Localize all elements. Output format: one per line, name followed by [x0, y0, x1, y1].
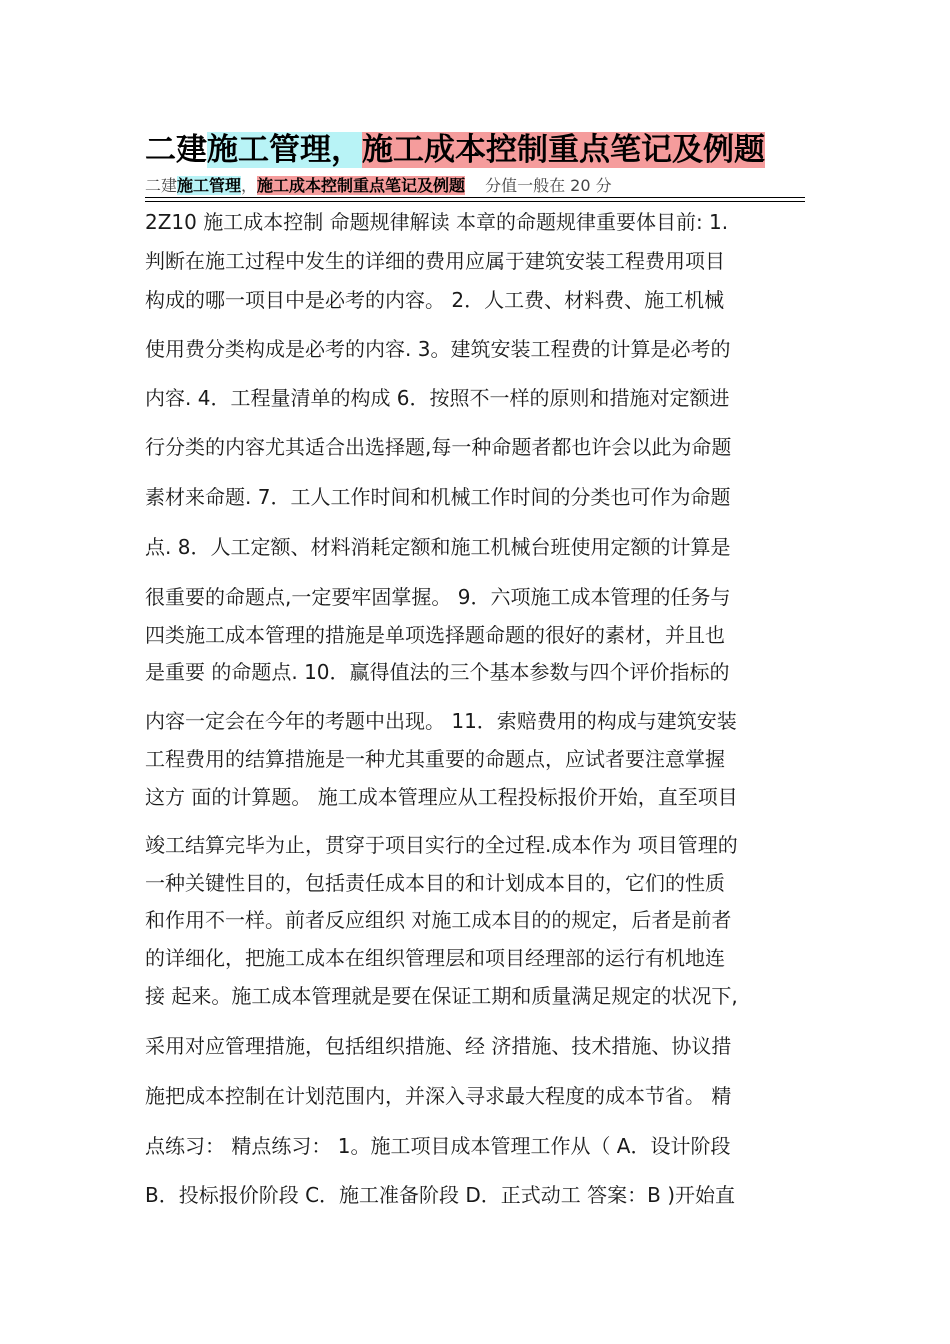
- body-line: 采用对应管理措施，包括组织措施、经 济措施、技术措施、协议措: [145, 1034, 732, 1058]
- body-line: 内容一定会在今年的考题中出现。 11．索赔费用的构成与建筑安装: [145, 709, 737, 733]
- body-line: 的详细化，把施工成本在组织管理层和项目经理部的运行有机地连: [145, 946, 725, 970]
- body-line: 一种关键性目的，包括责任成本目的和计划成本目的，它们的性质: [145, 871, 725, 895]
- body-line: 使用费分类构成是必考的内容. 3。建筑安装工程费的计算是必考的: [145, 337, 731, 361]
- body-line: 点. 8．人工定额、材料消耗定额和施工机械台班使用定额的计算是: [145, 535, 731, 559]
- subtitle-highlight-red: 施工成本控制重点笔记及例题: [257, 176, 466, 195]
- body-line: 和作用不一样。前者反应组织 对施工成本目的的规定，后者是前者: [145, 908, 732, 932]
- body-line: 很重要的命题点,一定要牢固掌握。 9．六项施工成本管理的任务与: [145, 585, 731, 609]
- subtitle-highlight-cyan: 施工管理: [177, 176, 242, 195]
- body-line: 内容. 4．工程量清单的构成 6．按照不一样的原则和措施对定额进: [145, 386, 730, 410]
- body-line: 施把成本控制在计划范围内，并深入寻求最大程度的成本节省。 精: [145, 1084, 732, 1108]
- body-line: 接 起来。施工成本管理就是要在保证工期和质量满足规定的状况下,: [145, 984, 738, 1008]
- divider-top: [145, 197, 805, 198]
- title-highlight-cyan: 施工管理，: [207, 132, 362, 168]
- body-line: 素材来命题. 7．工人工作时间和机械工作时间的分类也可作为命题: [145, 485, 731, 509]
- body-line: 工程费用的结算措施是一种尤其重要的命题点，应试者要注意掌握: [145, 747, 725, 771]
- body-line: 是重要 的命题点. 10．赢得值法的三个基本参数与四个评价指标的: [145, 660, 730, 684]
- divider-bottom: [145, 201, 805, 202]
- subtitle-score: 分值一般在 20 分: [485, 176, 612, 195]
- body-line: 2Z10 施工成本控制 命题规律解读 本章的命题规律重要体目前: 1.: [145, 210, 729, 234]
- document-title: [145, 129, 765, 171]
- body-line: 四类施工成本管理的措施是单项选择题命题的很好的素材，并且也: [145, 623, 725, 647]
- body-line: 竣工结算完毕为止，贯穿于项目实行的全过程.成本作为 项目管理的: [145, 833, 738, 857]
- body-line: 构成的哪一项目中是必考的内容。 2．人工费、材料费、施工机械: [145, 288, 725, 312]
- subtitle-part-1: 二建: [145, 176, 178, 195]
- body-line: 这方 面的计算题。 施工成本管理应从工程投标报价开始，直至项目: [145, 785, 738, 809]
- title-highlight-red: 施工成本控制重点笔记及例题: [362, 132, 765, 168]
- body-line: 判断在施工过程中发生的详细的费用应属于建筑安装工程费用项目: [145, 249, 725, 273]
- title-part-1: 二建: [145, 132, 207, 168]
- body-line: B．投标报价阶段 C．施工准备阶段 D．正式动工 答案：B )开始直: [145, 1183, 736, 1207]
- body-line: 点练习： 精点练习： 1。施工项目成本管理工作从（ A．设计阶段: [145, 1134, 731, 1158]
- subtitle-part-3: ，: [241, 176, 258, 195]
- body-line: 行分类的内容尤其适合出选择题,每一种命题者都也许会以此为命题: [145, 435, 732, 459]
- document-subtitle: [145, 175, 612, 197]
